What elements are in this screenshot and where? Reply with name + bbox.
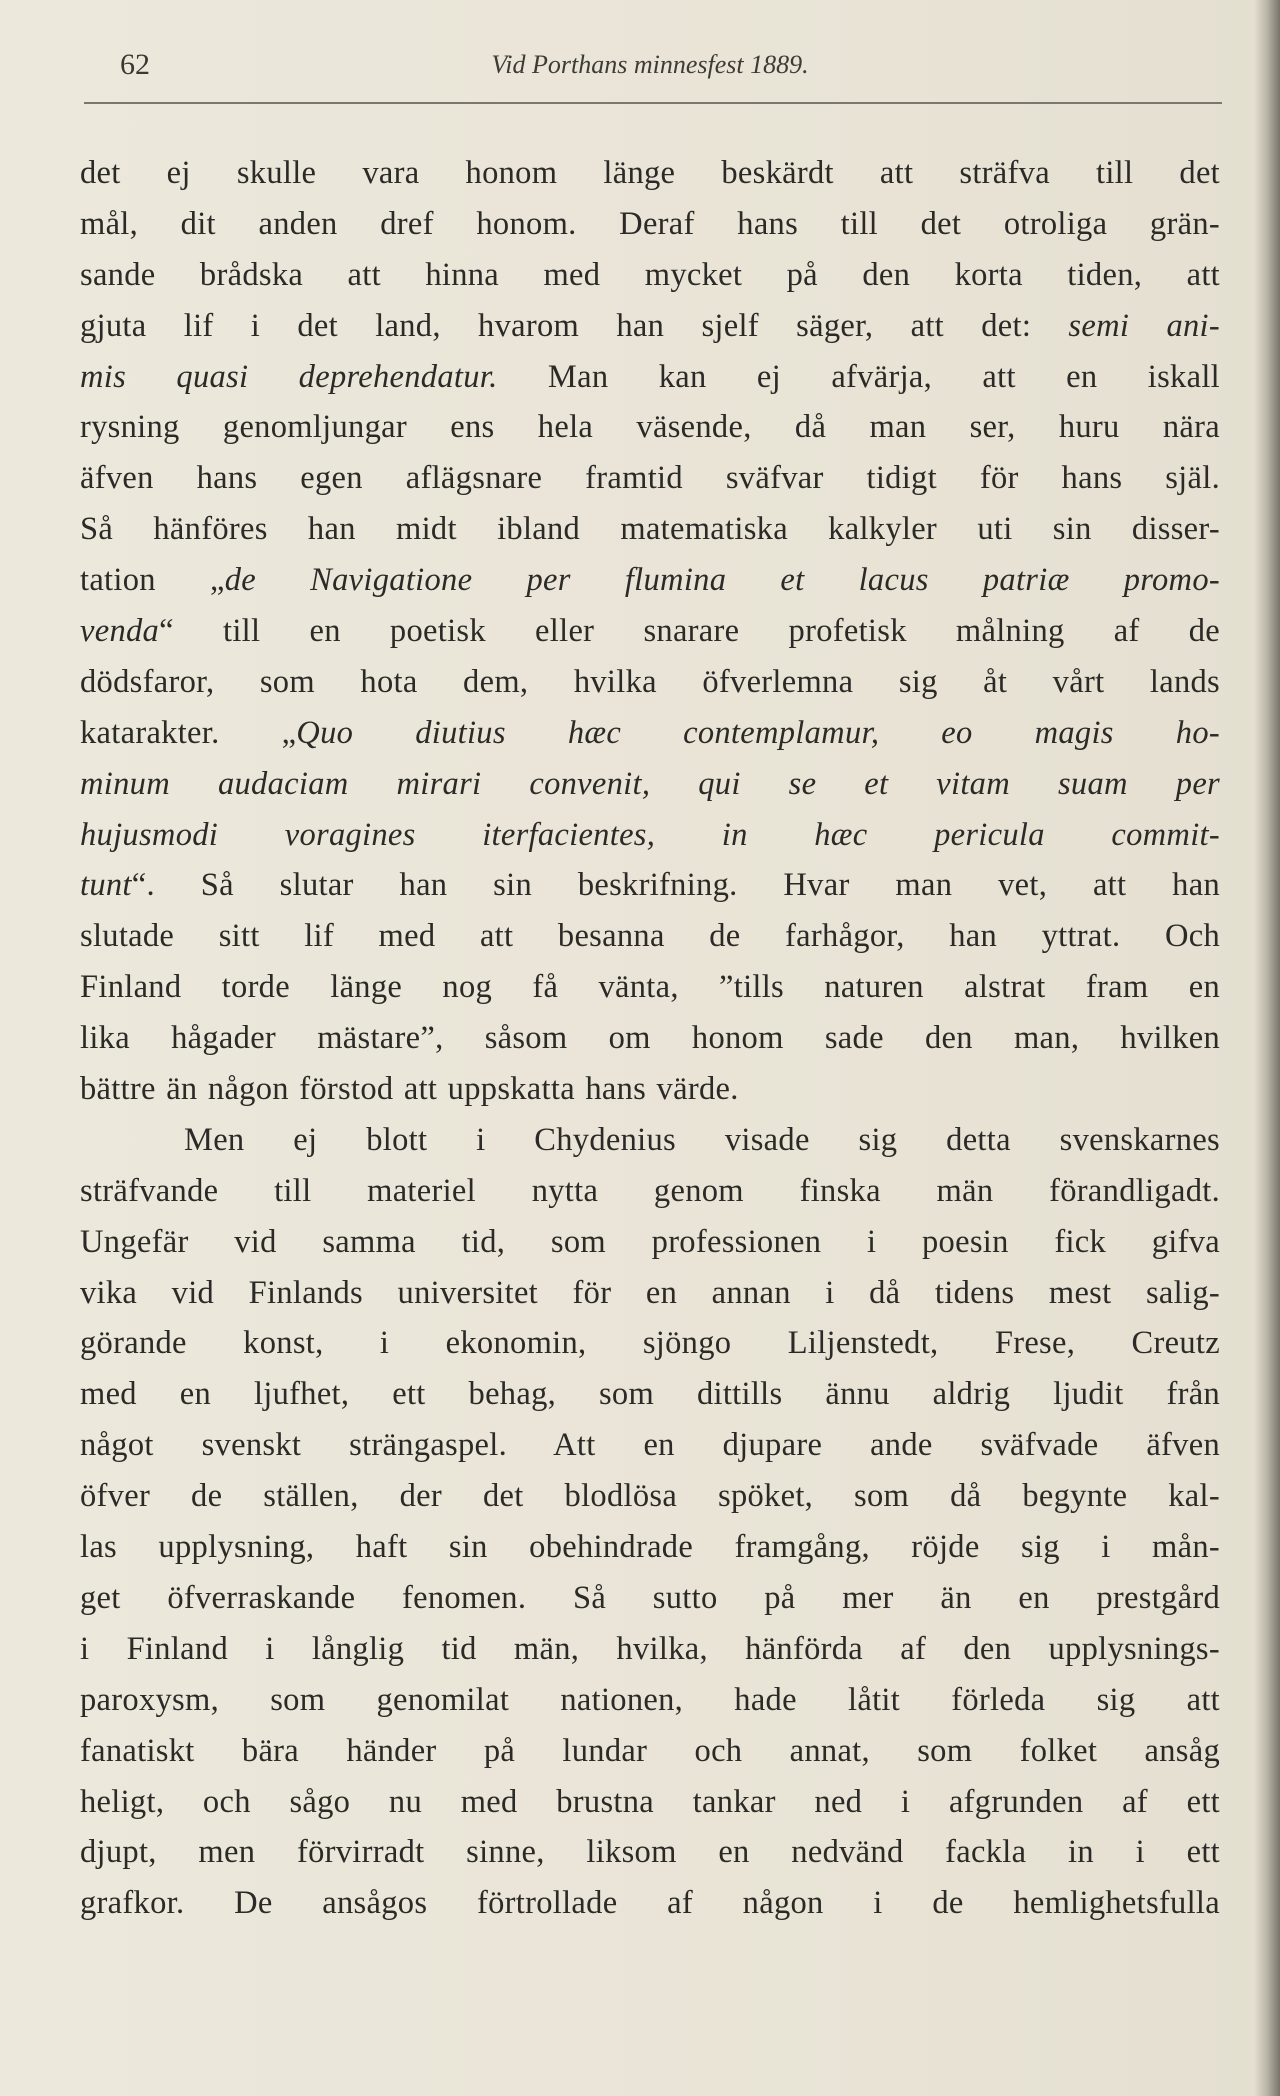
- text-line: [80, 301, 1220, 352]
- text-line: det ej skulle vara honom länge beskärdt att sträfva till det: [80, 155, 1220, 191]
- page-edge-shadow: [1254, 0, 1280, 2096]
- text-line: bättre än någon förstod att uppskatta hans värde.: [80, 1071, 739, 1108]
- text-line: [80, 860, 1220, 911]
- text-line: i Finland i långlig tid män, hvilka, hänförda af den upplysnings-: [80, 1630, 1220, 1667]
- text-line: Finland torde länge nog få vänta, ”tills naturen alstrat fram en: [80, 969, 1220, 1006]
- text-line: las upplysning, haft sin obehindrade framgång, röjde sig i mån-: [80, 1529, 1220, 1566]
- text-roman: gjuta lif i det land, hvarom han sjelf säger, att det:: [80, 307, 1069, 344]
- text-line: djupt, men förvirradt sinne, liksom en nedvänd fackla in i ett: [80, 1834, 1220, 1871]
- text-line: [80, 810, 1220, 861]
- text-line: sträfvande till materiel nytta genom finska män förandligadt.: [80, 1172, 1220, 1209]
- text-line: heligt, och sågo nu med brustna tankar ned i afgrunden af ett: [80, 1783, 1220, 1820]
- text-line: Så hänföres han midt ibland matematiska kalkyler uti sin disser-: [80, 511, 1220, 548]
- text-italic: venda: [80, 613, 160, 650]
- text-line: öfver de ställen, der det blodlösa spöket, som då begynte kal-: [80, 1478, 1220, 1515]
- text-italic: de Navigatione per flumina et lacus patriæ promo-: [224, 562, 1220, 599]
- text-roman: “ till en poetisk eller snarare profetisk målning af de: [159, 613, 1220, 650]
- text-line: vika vid Finlands universitet för en annan i då tidens mest salig-: [80, 1274, 1220, 1311]
- text-line: med en ljufhet, ett behag, som dittills ännu aldrig ljudit från: [80, 1376, 1220, 1413]
- text-line: paroxysm, som genomilat nationen, hade låtit förleda sig att: [80, 1681, 1220, 1718]
- page-header: [80, 44, 1220, 92]
- text-italic: Quo diutius hæc contemplamur, eo magis ho-: [296, 714, 1220, 751]
- running-title: Vid Porthans minnesfest 1889.: [491, 50, 809, 79]
- text-roman: tation „: [80, 562, 225, 599]
- text-line: dödsfaror, som hota dem, hvilka öfverlemna sig åt vårt lands: [80, 663, 1220, 700]
- text-italic: mis quasi deprehendatur.: [80, 358, 498, 395]
- text-line: grafkor. De ansågos förtrollade af någon i de hemlighetsfulla: [80, 1885, 1220, 1922]
- text-line: [80, 555, 1220, 606]
- text-line: något svenskt strängaspel. Att en djupare ande sväfvade äfven: [80, 1427, 1220, 1464]
- text-roman: Man kan ej afvärja, att en iskall: [497, 358, 1220, 395]
- text-line: Ungefär vid samma tid, som professionen i poesin fick gifva: [80, 1223, 1220, 1260]
- text-italic: tunt: [80, 867, 132, 904]
- header-rule: [84, 102, 1222, 104]
- body-text: [80, 148, 1220, 1929]
- text-line: [80, 606, 1220, 657]
- text-line: lika hågader mästare”, såsom om honom sade den man, hvilken: [80, 1020, 1220, 1057]
- text-line: slutade sitt lif med att besanna de farhågor, han yttrat. Och: [80, 918, 1220, 955]
- text-line: [80, 708, 1220, 759]
- text-italic: semi ani-: [1068, 307, 1220, 344]
- text-line: äfven hans egen aflägsnare framtid sväfvar tidigt för hans själ.: [80, 460, 1220, 497]
- text-line: sande brådska att hinna med mycket på den korta tiden, att: [80, 256, 1220, 293]
- text-line: rysning genomljungar ens hela väsende, då man ser, huru nära: [80, 409, 1220, 446]
- text-line: get öfverraskande fenomen. Så sutto på mer än en prestgård: [80, 1579, 1220, 1616]
- page-number: 62: [120, 48, 150, 81]
- text-italic: minum audaciam mirari convenit, qui se et vitam suam per: [80, 765, 1220, 802]
- text-line: [80, 759, 1220, 810]
- text-line: görande konst, i ekonomin, sjöngo Liljenstedt, Frese, Creutz: [80, 1325, 1220, 1362]
- text-line: [80, 352, 1220, 403]
- text-line: fanatiskt bära händer på lundar och annat, som folket ansåg: [80, 1732, 1220, 1769]
- text-roman: “. Så slutar han sin beskrifning. Hvar man vet, att han: [131, 867, 1220, 904]
- text-italic: hujusmodi voragines iterfacientes, in hæc pericula commit-: [80, 816, 1220, 853]
- text-roman: katarakter. „: [80, 714, 297, 751]
- text-line: mål, dit anden dref honom. Deraf hans till det otroliga grän-: [80, 205, 1220, 242]
- text-line: Men ej blott i Chydenius visade sig detta svenskarnes: [184, 1121, 1220, 1158]
